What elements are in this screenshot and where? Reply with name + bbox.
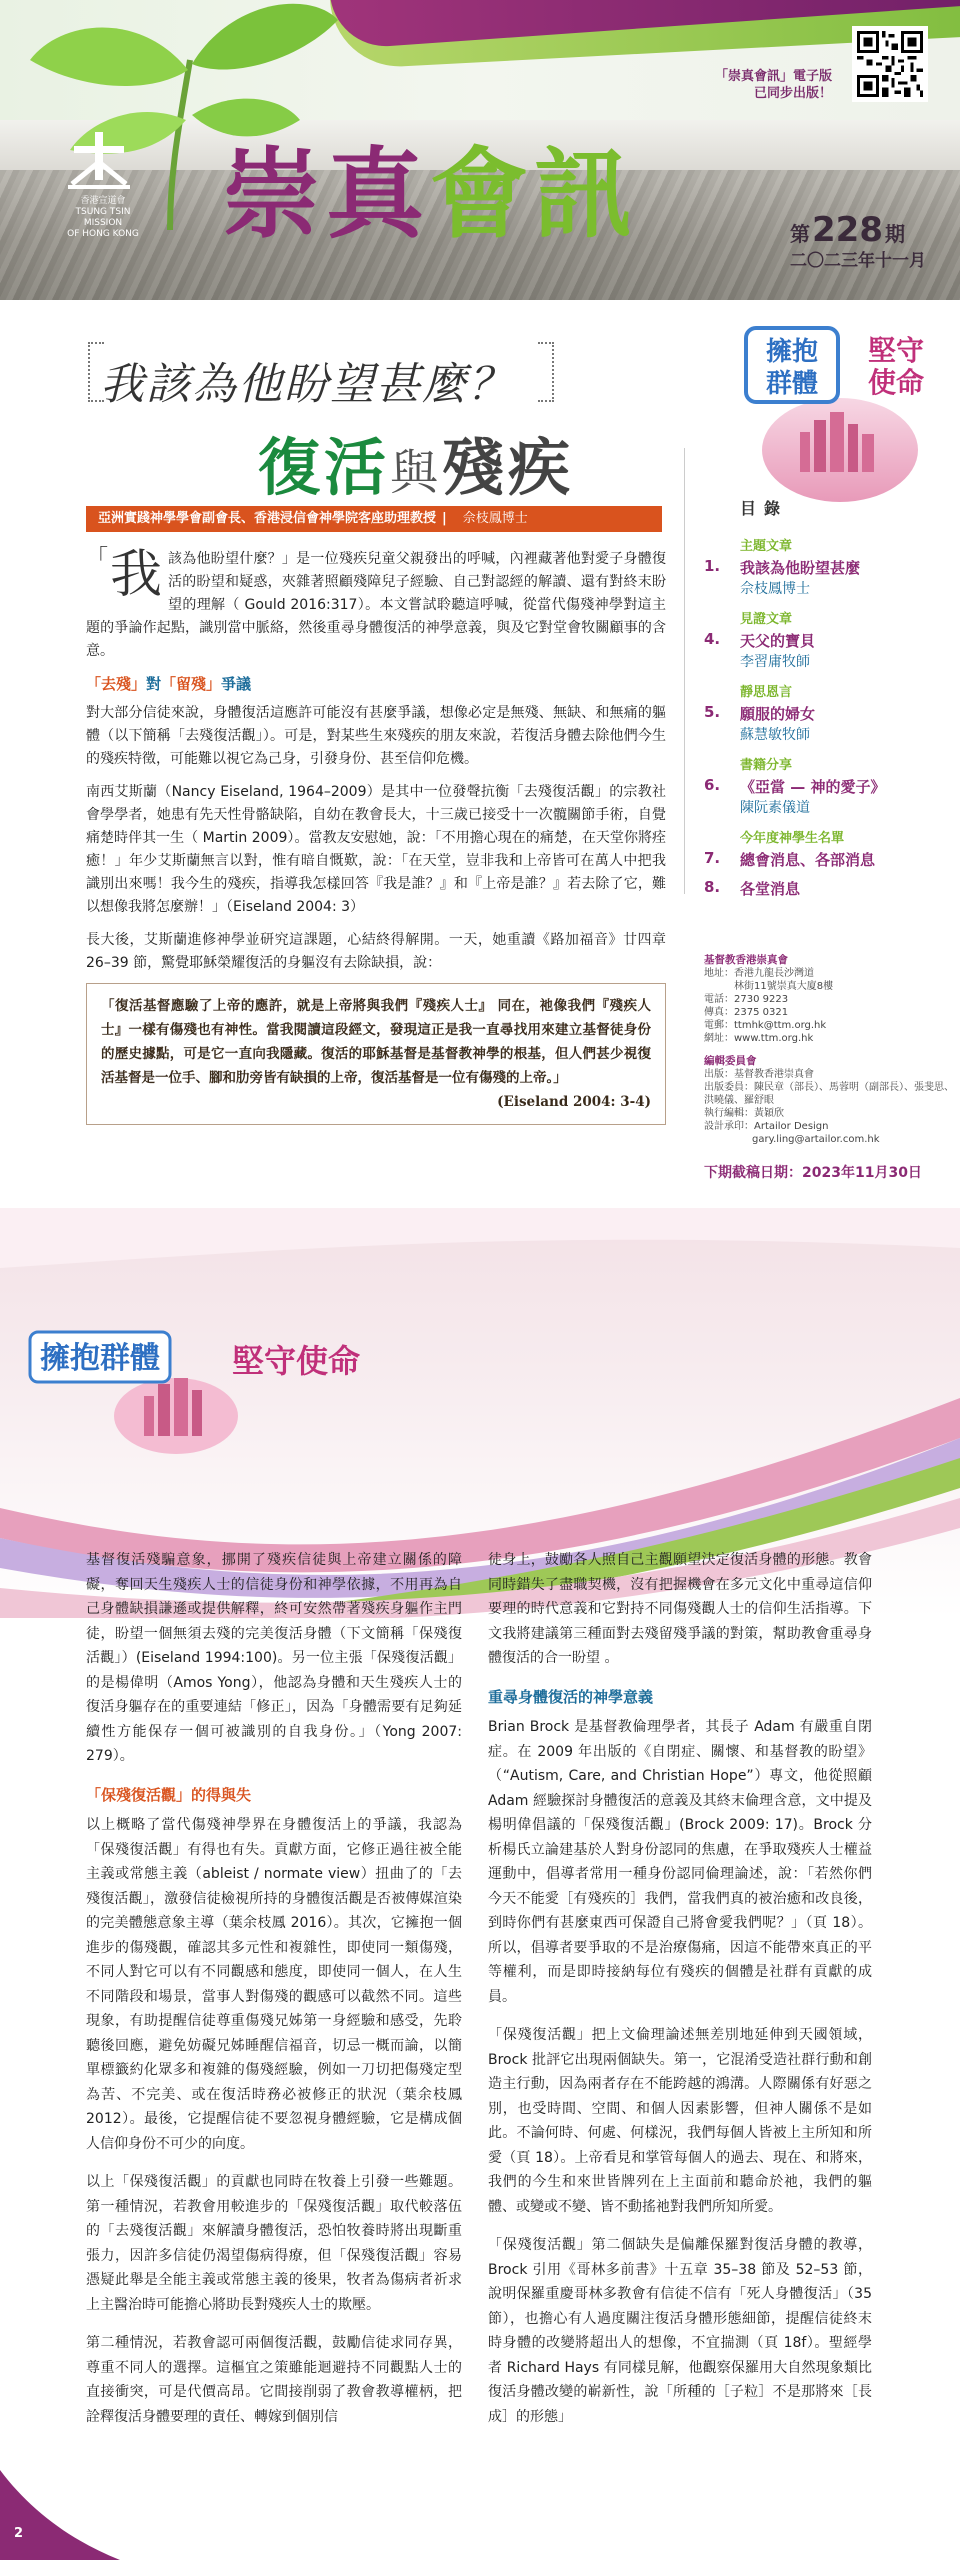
toc-item[interactable] xyxy=(696,608,956,671)
toc-category: 書籍分享 xyxy=(740,758,793,773)
pub-org: 基督教香港崇真會 xyxy=(704,954,788,966)
addr-label: 地址： xyxy=(704,968,734,979)
toc-item[interactable] xyxy=(696,827,956,870)
pub-website[interactable]: 網址：www.ttm.org.hk xyxy=(704,1033,814,1044)
issue-suffix: 期 xyxy=(884,222,905,246)
article-main-title xyxy=(258,418,574,507)
toc-label: 目錄 xyxy=(740,499,789,518)
title-part-2: 會訊 xyxy=(430,137,639,252)
toc-title: 我該為他盼望甚麼 xyxy=(740,559,861,577)
open-quote: 「 xyxy=(86,546,109,571)
toc-page: 7. xyxy=(704,849,721,867)
qr-code-icon[interactable] xyxy=(852,26,928,102)
pub-tel: 電話：2730 9223 xyxy=(704,994,789,1005)
toc-title: 各堂消息 xyxy=(740,880,801,898)
toc-page: 6. xyxy=(704,776,721,794)
title-and: 與 xyxy=(390,445,443,501)
toc-category: 見證文章 xyxy=(740,612,793,627)
heading-end: 爭議 xyxy=(221,675,252,693)
toc-page: 5. xyxy=(704,703,721,721)
heading-term-1: 「去殘」 xyxy=(86,675,147,693)
toc-page: 8. xyxy=(704,878,721,896)
paragraph: 「保殘復活觀」第二個缺失是偏離保羅對復活身體的教導，Brock 引用《哥林多前書》十五章 35–38 節及 52–53 節，說明保羅重慶哥林多教會有信徒不信有「死人身體復活」（35 節），也擔心有人過度關注復活身體形態細節，提醒信徒終末時身體的改變將超出人的想像，不宜揣測（頁 18f）。聖經學者 Richard Hays 有同樣見解，他觀察保羅用大自然現象類比復活身體改變的嶄新性，說「所種的［子粒］不是那將來［長成］的形態」 xyxy=(488,2237,872,2425)
quote-reference: (Eiseland 2004: 3-4) xyxy=(497,1094,651,1110)
embrace-word-4: 使命 xyxy=(867,366,925,399)
page-corner-decoration xyxy=(0,2470,120,2560)
org-name xyxy=(58,196,148,240)
toc-item[interactable] xyxy=(696,754,956,817)
pub-exec-editor: 執行編輯：黃穎欣 xyxy=(704,1108,784,1119)
issue-num: 228 xyxy=(812,210,883,250)
intro-text: 該為他盼望什麼？」是一位殘疾兒童父親發出的呼喊，內裡藏著他對愛子身體復活的盼望和疑惑，夾雜著照顧殘障兒子經驗、自己對認經的解讀、還有對終末盼望的理解（ Gould 2016:317）。本文嘗試聆聽這呼喊，從當代傷殘神學對這主題的爭論作起點，識別當中脈絡，然後重尋身體復活的神學意義，與及它對堂會牧關顧事的含意。 xyxy=(86,551,666,659)
ebook-line-2: 已同步出版！ xyxy=(754,86,833,101)
toc-item[interactable] xyxy=(696,535,956,598)
issue-prefix: 第 xyxy=(790,222,810,246)
toc-author: 李習庸牧師 xyxy=(740,654,810,670)
embrace-word-1: 擁抱 xyxy=(765,337,819,367)
deadline: 下期截稿日期：2023年11月30日 xyxy=(704,1165,922,1181)
toc-category: 主題文章 xyxy=(740,539,793,554)
toc-page: 1. xyxy=(704,557,721,575)
table-of-contents xyxy=(696,496,956,899)
author-name: 佘枝鳳博士 xyxy=(462,511,528,526)
toc-item[interactable] xyxy=(696,681,956,744)
paragraph: 「保殘復活觀」把上文倫理論述無差別地延伸到天國領域，Brock 批評它出現兩個缺失。第一，它混淆受造社群行動和創造主行動，因為兩者存在不能跨越的鴻溝。人際關係有好惡之別，也受時間、空間、和個人因素影響，但神人關係不是如此。不論何時、何處、何樣況，我們每個人皆被上主所知和所愛（頁 18）。上帝看見和掌管每個人的過去、現在、和將來，我們的今生和來世皆牌列在上主面前和聽命於祂，我們的軀體、或變或不變、皆不動搖祂對我們所知所愛。 xyxy=(488,2027,872,2215)
paragraph: 徒身上，鼓勵各人照自己主觀願望決定復活身體的形態。教會同時錯失了盡職契機，沒有把握機會在多元文化中重尋這信仰要理的時代意義和它對持不同傷殘觀人士的信仰生活指導。下文我將建議第三種面對去殘留殘爭議的對策，幫助教會重尋身體復活的合一盼望 。 xyxy=(488,1552,872,1666)
org-name-en-1: TSUNG TSIN MISSION xyxy=(75,207,131,228)
page2-left-column xyxy=(86,1548,462,2443)
ebook-notice xyxy=(715,68,832,102)
author-role: 亞洲實踐神學學會副會長、香港浸信會神學院客座助理教授 xyxy=(98,511,437,526)
toc-title: 總會消息、各部消息 xyxy=(740,851,876,869)
pub-members: 出版委員：陳民章（部長）、馬蓉明（副部長）、張斐思、洪曉儀、羅舒眼 xyxy=(704,1082,954,1106)
intro-paragraph xyxy=(86,545,666,663)
church-logo-icon xyxy=(62,128,136,192)
addr-line-1: 香港九龍長沙灣道 xyxy=(734,968,814,979)
toc-author: 蘇慧敏牧師 xyxy=(740,727,810,743)
section-heading: 重尋身體復活的神學意義 xyxy=(488,1687,654,1706)
pub-email[interactable]: 電郵：ttmhk@ttm.org.hk xyxy=(704,1020,827,1031)
toc-title: 天父的寶貝 xyxy=(740,632,816,650)
embrace-word-2: 群體 xyxy=(765,369,819,399)
banner-word-embrace: 擁抱群體 xyxy=(40,1341,160,1376)
editors-head: 編輯委員會 xyxy=(704,1055,757,1067)
toc-title: 願服的婦女 xyxy=(740,705,816,723)
masthead xyxy=(0,0,960,300)
paragraph: Brian Brock 是基督教倫理學者，其長子 Adam 有嚴重自閉症。在 2009 年出版的《自閉症、關懷、和基督教的盼望》（“Autism, Care, and Christian Hope”）專文，他從照顧 Adam 經驗探討身體復活的意義及其終末倫理含意，文中提及楊明偉倡議的「保殘復活觀」(Brock 2009: 17)。Brock 分析楊氏立論建基於人對身份認同的焦慮，在爭取殘疾人士權益運動中，倡導者常用一種身份認同倫理論述，說：「若然你們今天不能愛［有殘疾的］我們，當我們真的被治癒和改良後，到時你們有甚麼東西可保證自己將會愛我們呢？」（頁 18）。所以，倡導者要爭取的不是治療傷痛，因這不能帶來真正的平等權利，而是即時接納每位有殘疾的個體是社群有貢獻的成員。 xyxy=(488,1719,872,2005)
paragraph: 南西艾斯蘭（Nancy Eiseland, 1964–2009）是其中一位發聲抗衡「去殘復活觀」的宗教社會學學者，她患有先天性骨骼缺陷，自幼在教會長大，十三歲已接受十一次髖關節手術，自覺痛楚時伴其一生（ Martin 2009）。當教友安慰她，說：「不用擔心現在的痛楚，在天堂你將痊癒！」年少艾斯蘭無言以對，惟有暗自慨歎，說：「在天堂，豈非我和上帝皆可在萬人中把我識別出來嗎！我今生的殘疾，指導我怎樣回答『我是誰？』和『上帝是誰？』若去除了它，難以想像我將怎麼辦！」（Eiseland 2004: 3） xyxy=(86,784,666,915)
heading-term-2: 「留殘」 xyxy=(161,675,222,693)
drop-cap: 我 xyxy=(110,545,163,605)
title-disability: 殘疾 xyxy=(442,431,575,504)
title-resurrection: 復活 xyxy=(258,431,391,504)
title-part-1: 崇真 xyxy=(222,137,431,252)
toc-author: 佘枝鳳博士 xyxy=(740,581,810,597)
pub-design: 設計承印：Artailor Design xyxy=(704,1121,829,1132)
toc-page: 4. xyxy=(704,630,721,648)
page-number: 2 xyxy=(14,2526,24,2541)
title-bracket-right xyxy=(538,342,554,402)
pub-design-email[interactable]: gary.ling@artailor.com.hk xyxy=(752,1134,880,1145)
paragraph: 第二種情況，若教會認可兩個復活觀，鼓勵信徒求同存異，尊重不同人的選擇。這樞宜之策雖能迴避持不同觀點人士的直接衝突，可是代價高昂。它間接削弱了教會教導權柄，把詮釋復活身體要理的責任、轉嫁到個別信 xyxy=(86,2335,462,2425)
page2-right-column xyxy=(488,1548,872,2443)
embrace-banner-logo xyxy=(26,1326,386,1456)
paragraph: 長大後，艾斯蘭進修神學並研究這課題，心結終得解開。一天，她重讀《路加福音》廿四章 26–39 節，驚覺耶穌榮耀復活的身軀沒有去除缺損，說： xyxy=(86,932,666,971)
toc-category: 今年度神學生名單 xyxy=(740,831,845,846)
section-heading xyxy=(86,1783,462,1808)
ebook-line-1: 「崇真會訊」電子版 xyxy=(715,69,833,84)
issue-date: 二〇二三年十一月 xyxy=(790,251,926,271)
embrace-word-3: 堅守 xyxy=(867,334,925,367)
toc-category: 靜思恩言 xyxy=(740,685,793,700)
heading-mid: 對 xyxy=(146,675,162,693)
paragraph: 以上概略了當代傷殘神學界在身體復活上的爭議，我認為「保殘復活觀」有得也有失。貢獻方面，它修正過往被全能主義或常態主義（ableist / normate view）扭曲了的「去殘復活觀」，激發信徒檢視所持的身體復活觀是否被傳媒渲染的完美體態意象主導（葉余枝鳳 2016）。其次，它擁抱一個進步的傷殘觀，確認其多元性和複雜性，即使同一類傷殘，不同人對它可以有不同觀感和態度，即使同一個人，在人生不同階段和場景，當事人對傷殘的觀感可以截然不同。這些現象，有助提醒信徒尊重傷殘兄姊第一身經驗和感受，先聆聽後回應，避免妨礙兄姊睡醒信福音，切忌一概而論，以簡單標籤約化眾多和複雜的傷殘經驗，例如一刀切把傷殘定型為苦、不完美、或在復活時務必被修正的狀況（葉余枝鳳 2012）。最後，它提醒信徒不要忽視身體經驗，它是構成個人信仰身份不可少的向度。 xyxy=(86,1817,462,2152)
toc-item[interactable] xyxy=(696,878,956,899)
paragraph: 以上「保殘復活觀」的貢獻也同時在牧養上引發一些難題。第一種情況，若教會用較進步的「保殘復活觀」取代較落伍的「去殘復活觀」來解讀身體復活，恐怕牧養時將出現斷重張力，因許多信徒仍渴望傷病得療，但「保殘復活觀」容易憑疑此舉是全能主義或常態主義的後果，牧者為傷病者祈求上主醫治時可能擔心將助長對殘疾人士的欺壓。 xyxy=(86,2174,462,2313)
toc-author: 陳阮素儀道 xyxy=(740,800,810,816)
paragraph: 基督復活殘騙意象，挪開了殘疾信徒與上帝建立關係的障礙，奪回天生殘疾人士的信徒身份和神學依據，不用再為自己身體缺損謙遜或提供解釋，終可安然帶著殘疾身軀作主門徒，盼望一個無須去殘的完美復活身體（下文簡稱「保殘復活觀」）(Eiseland 1994:100)。另一位主張「保殘復活觀」的是楊偉明（Amos Yong），他認為身體和天生殘疾人士的復活身軀存在的重要連結「修正」，因為「身體需要有足夠延續性方能保存一個可被識別的自我身份。」（Yong 2007: 279）。 xyxy=(86,1552,462,1764)
toc-title: 《亞當 — 神的愛子》 xyxy=(740,778,886,796)
article-question-title: 我該為他盼望甚麼？ xyxy=(100,359,514,410)
banner-word-mission: 堅守使命 xyxy=(231,1342,361,1380)
org-name-en-2: OF HONG KONG xyxy=(67,229,139,239)
pub-publisher: 出版：基督教香港崇真會 xyxy=(704,1069,814,1080)
embrace-community-logo xyxy=(740,320,960,510)
article-body xyxy=(86,545,666,1133)
section-heading-1 xyxy=(86,673,666,696)
org-name-cn: 香港宣道會 xyxy=(80,196,126,206)
author-bar: 亞洲實踐神學學會副會長、香港浸信會神學院客座助理教授 | 佘枝鳳博士 xyxy=(86,506,662,532)
newsletter-title xyxy=(222,137,639,252)
pub-fax: 傳真：2375 0321 xyxy=(704,1007,789,1018)
paragraph: 對大部分信徒來說，身體復活這應許可能沒有甚麼爭議，想像必定是無殘、無缺、和無痛的軀體（以下簡稱「去殘復活觀」）。可是，對某些生來殘疾的朋友來說，若復活身體去除他們今生的殘疾特徵，可能難以視它為己身，引發身份、甚至信仰危機。 xyxy=(86,705,666,767)
toc-divider xyxy=(684,448,685,894)
issue-number xyxy=(790,210,905,250)
quote-text: 「復活基督應驗了上帝的應許，就是上帝將與我們『殘疾人士』 同在，祂像我們『殘疾人士』一樣有傷殘也有神性。當我閱讀這段經文，發現這正是我一直尋找用來建立基督徒身份的歷史據點，可是它一直向我隱藏。復活的耶穌基督是基督教神學的根基，但人們甚少視復活基督是一位手、腳和肋旁皆有缺損的上帝，復活基督是一位有傷殘的上帝。」 xyxy=(101,998,651,1086)
eiseland-quote xyxy=(86,983,666,1125)
addr-line-2: 林街11號崇真大廈8樓 xyxy=(734,981,834,992)
heading-text: 「保殘復活觀」的得與失 xyxy=(86,1785,252,1804)
publication-info xyxy=(704,950,954,1146)
